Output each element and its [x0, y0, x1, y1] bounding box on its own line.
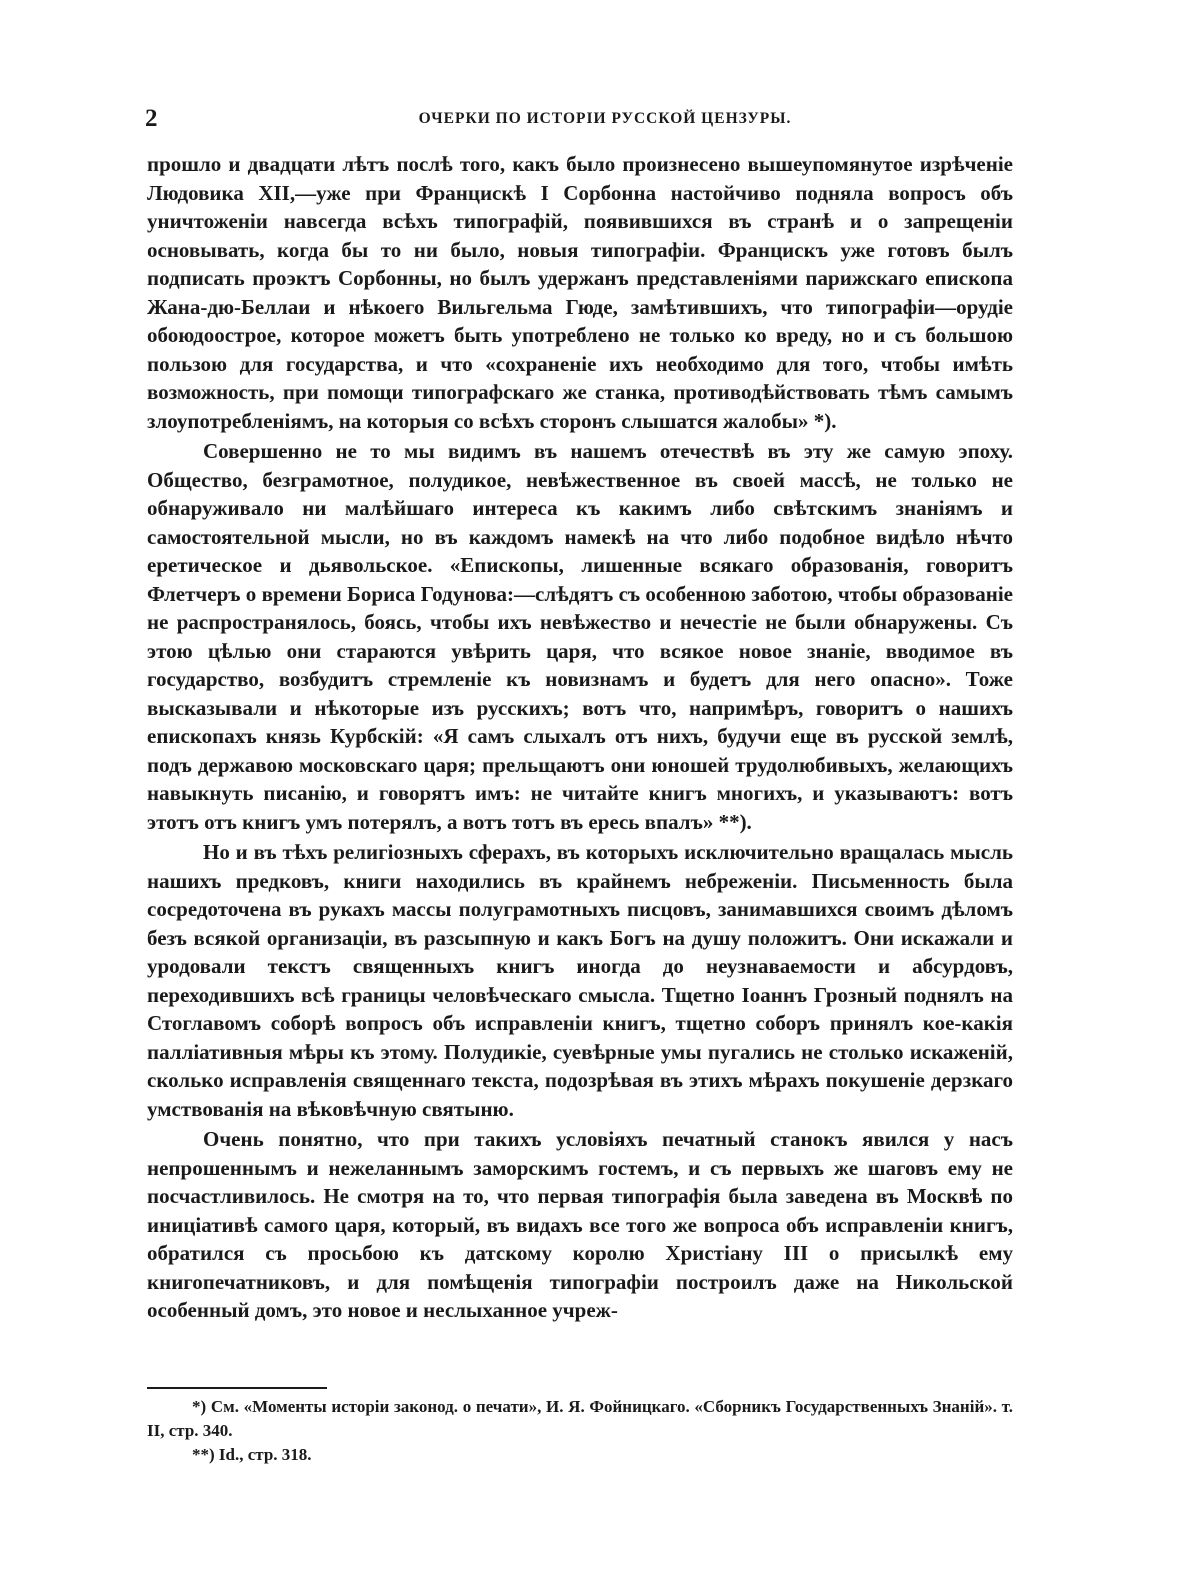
paragraph-continued: прошло и двадцати лѣтъ послѣ того, какъ было произнесено вышеупомянутое изрѣченіе Людовика XII,—уже при Францискѣ I Сорбонна настойчиво подняла вопросъ объ уничтоженіи навсегда всѣхъ типографій, появившихся въ странѣ и о запрещеніи основывать, когда бы то ни было, новыя типографіи. Францискъ уже готовъ былъ подписать проэктъ Сорбонны, но былъ удержанъ представленіями парижскаго епископа Жана-дю-Беллаи и нѣкоего Вильгельма Гюде, замѣтившихъ, что типографіи—орудіе обоюдоострое, которое можетъ быть употреблено не только ко вреду, но и съ большою пользою для государства, и что «сохраненіе ихъ необходимо для того, чтобы имѣть возможность, при помощи типографскаго же станка, противодѣйствовать тѣмъ самымъ злоупотребленіямъ, на которыя со всѣхъ сторонъ слышатся жалобы» *). — [147, 152, 1013, 433]
page-header — [145, 105, 1025, 135]
footnote-1: *) См. «Моменты исторіи законод. о печати», И. Я. Фойницкаго. «Сборникъ Государственныхъ Знаній». т. II, стр. 340. — [147, 1397, 1013, 1440]
page-number: 2 — [145, 105, 158, 132]
footnote-divider — [147, 1387, 327, 1389]
footnotes — [147, 1395, 1013, 1467]
main-text — [147, 150, 1013, 1325]
paragraph: Очень понятно, что при такихъ условіяхъ печатный станокъ явился у насъ непрошеннымъ и нежеланнымъ заморскимъ гостемъ, и съ первыхъ же шаговъ ему не посчастливилось. Не смотря на то, что первая типографія была заведена въ Москвѣ по иниціативѣ самого царя, который, въ видахъ все того же вопроса объ исправленіи книгъ, обратился съ просьбою къ датскому королю Христіану III о присылкѣ ему книгопечатниковъ, и для помѣщенія типографіи построилъ даже на Никольской особенный домъ, это новое и неслыханное учреж- — [147, 1127, 1013, 1322]
footnote-2: **) Id., стр. 318. — [192, 1445, 312, 1464]
paragraph: Совершенно не то мы видимъ въ нашемъ отечествѣ въ эту же самую эпоху. Общество, безграмотное, полудикое, невѣжественное въ своей массѣ, не только не обнаруживало ни малѣйшаго интереса къ какимъ либо свѣтскимъ знаніямъ и самостоятельной мысли, но въ каждомъ намекѣ на что либо подобное видѣло нѣчто еретическое и дьявольское. «Епископы, лишенные всякаго образованія, говоритъ Флетчеръ о времени Бориса Годунова:—слѣдятъ съ особенною заботою, чтобы образованіе не распространялось, боясь, чтобы ихъ невѣжество и нечестіе не были обнаружены. Съ этою цѣлью они стараются увѣрить царя, что всякое новое знаніе, вводимое въ государство, возбудитъ стремленіе къ новизнамъ и будетъ для него опасно». Тоже высказывали и нѣкоторые изъ русскихъ; вотъ что, напримѣръ, говоритъ о нашихъ епископахъ князь Курбскій: «Я самъ слыхалъ отъ нихъ, будучи еще въ русской землѣ, подъ державою московскаго царя; прельщаютъ они юношей трудолюбивыхъ, желающихъ навыкнуть писанію, и говорятъ имъ: не читайте книгъ многихъ, и указываютъ: вотъ этотъ отъ книгъ умъ потерялъ, а вотъ тотъ въ ересь впалъ» **). — [147, 439, 1013, 834]
running-title: ОЧЕРКИ ПО ИСТОРІИ РУССКОЙ ЦЕНЗУРЫ. — [418, 110, 792, 127]
paragraph: Но и въ тѣхъ религіозныхъ сферахъ, въ которыхъ исключительно вращалась мысль нашихъ предковъ, книги находились въ крайнемъ небреженіи. Письменность была сосредоточена въ рукахъ массы полуграмотныхъ писцовъ, занимавшихся своимъ дѣломъ безъ всякой организаціи, въ разсыпную и какъ Богъ на душу положитъ. Они искажали и уродовали текстъ священныхъ книгъ иногда до неузнаваемости и абсурдовъ, переходившихъ всѣ границы человѣческаго смысла. Тщетно Іоаннъ Грозный поднялъ на Стоглавомъ соборѣ вопросъ объ исправленіи книгъ, тщетно соборъ принялъ кое-какія палліативныя мѣры къ этому. Полудикіе, суевѣрные умы пугались не столько искаженій, сколько исправленія священнаго текста, подозрѣвая въ этихъ мѣрахъ покушеніе дерзкаго умствованія на вѣковѣчную святыню. — [147, 840, 1013, 1121]
